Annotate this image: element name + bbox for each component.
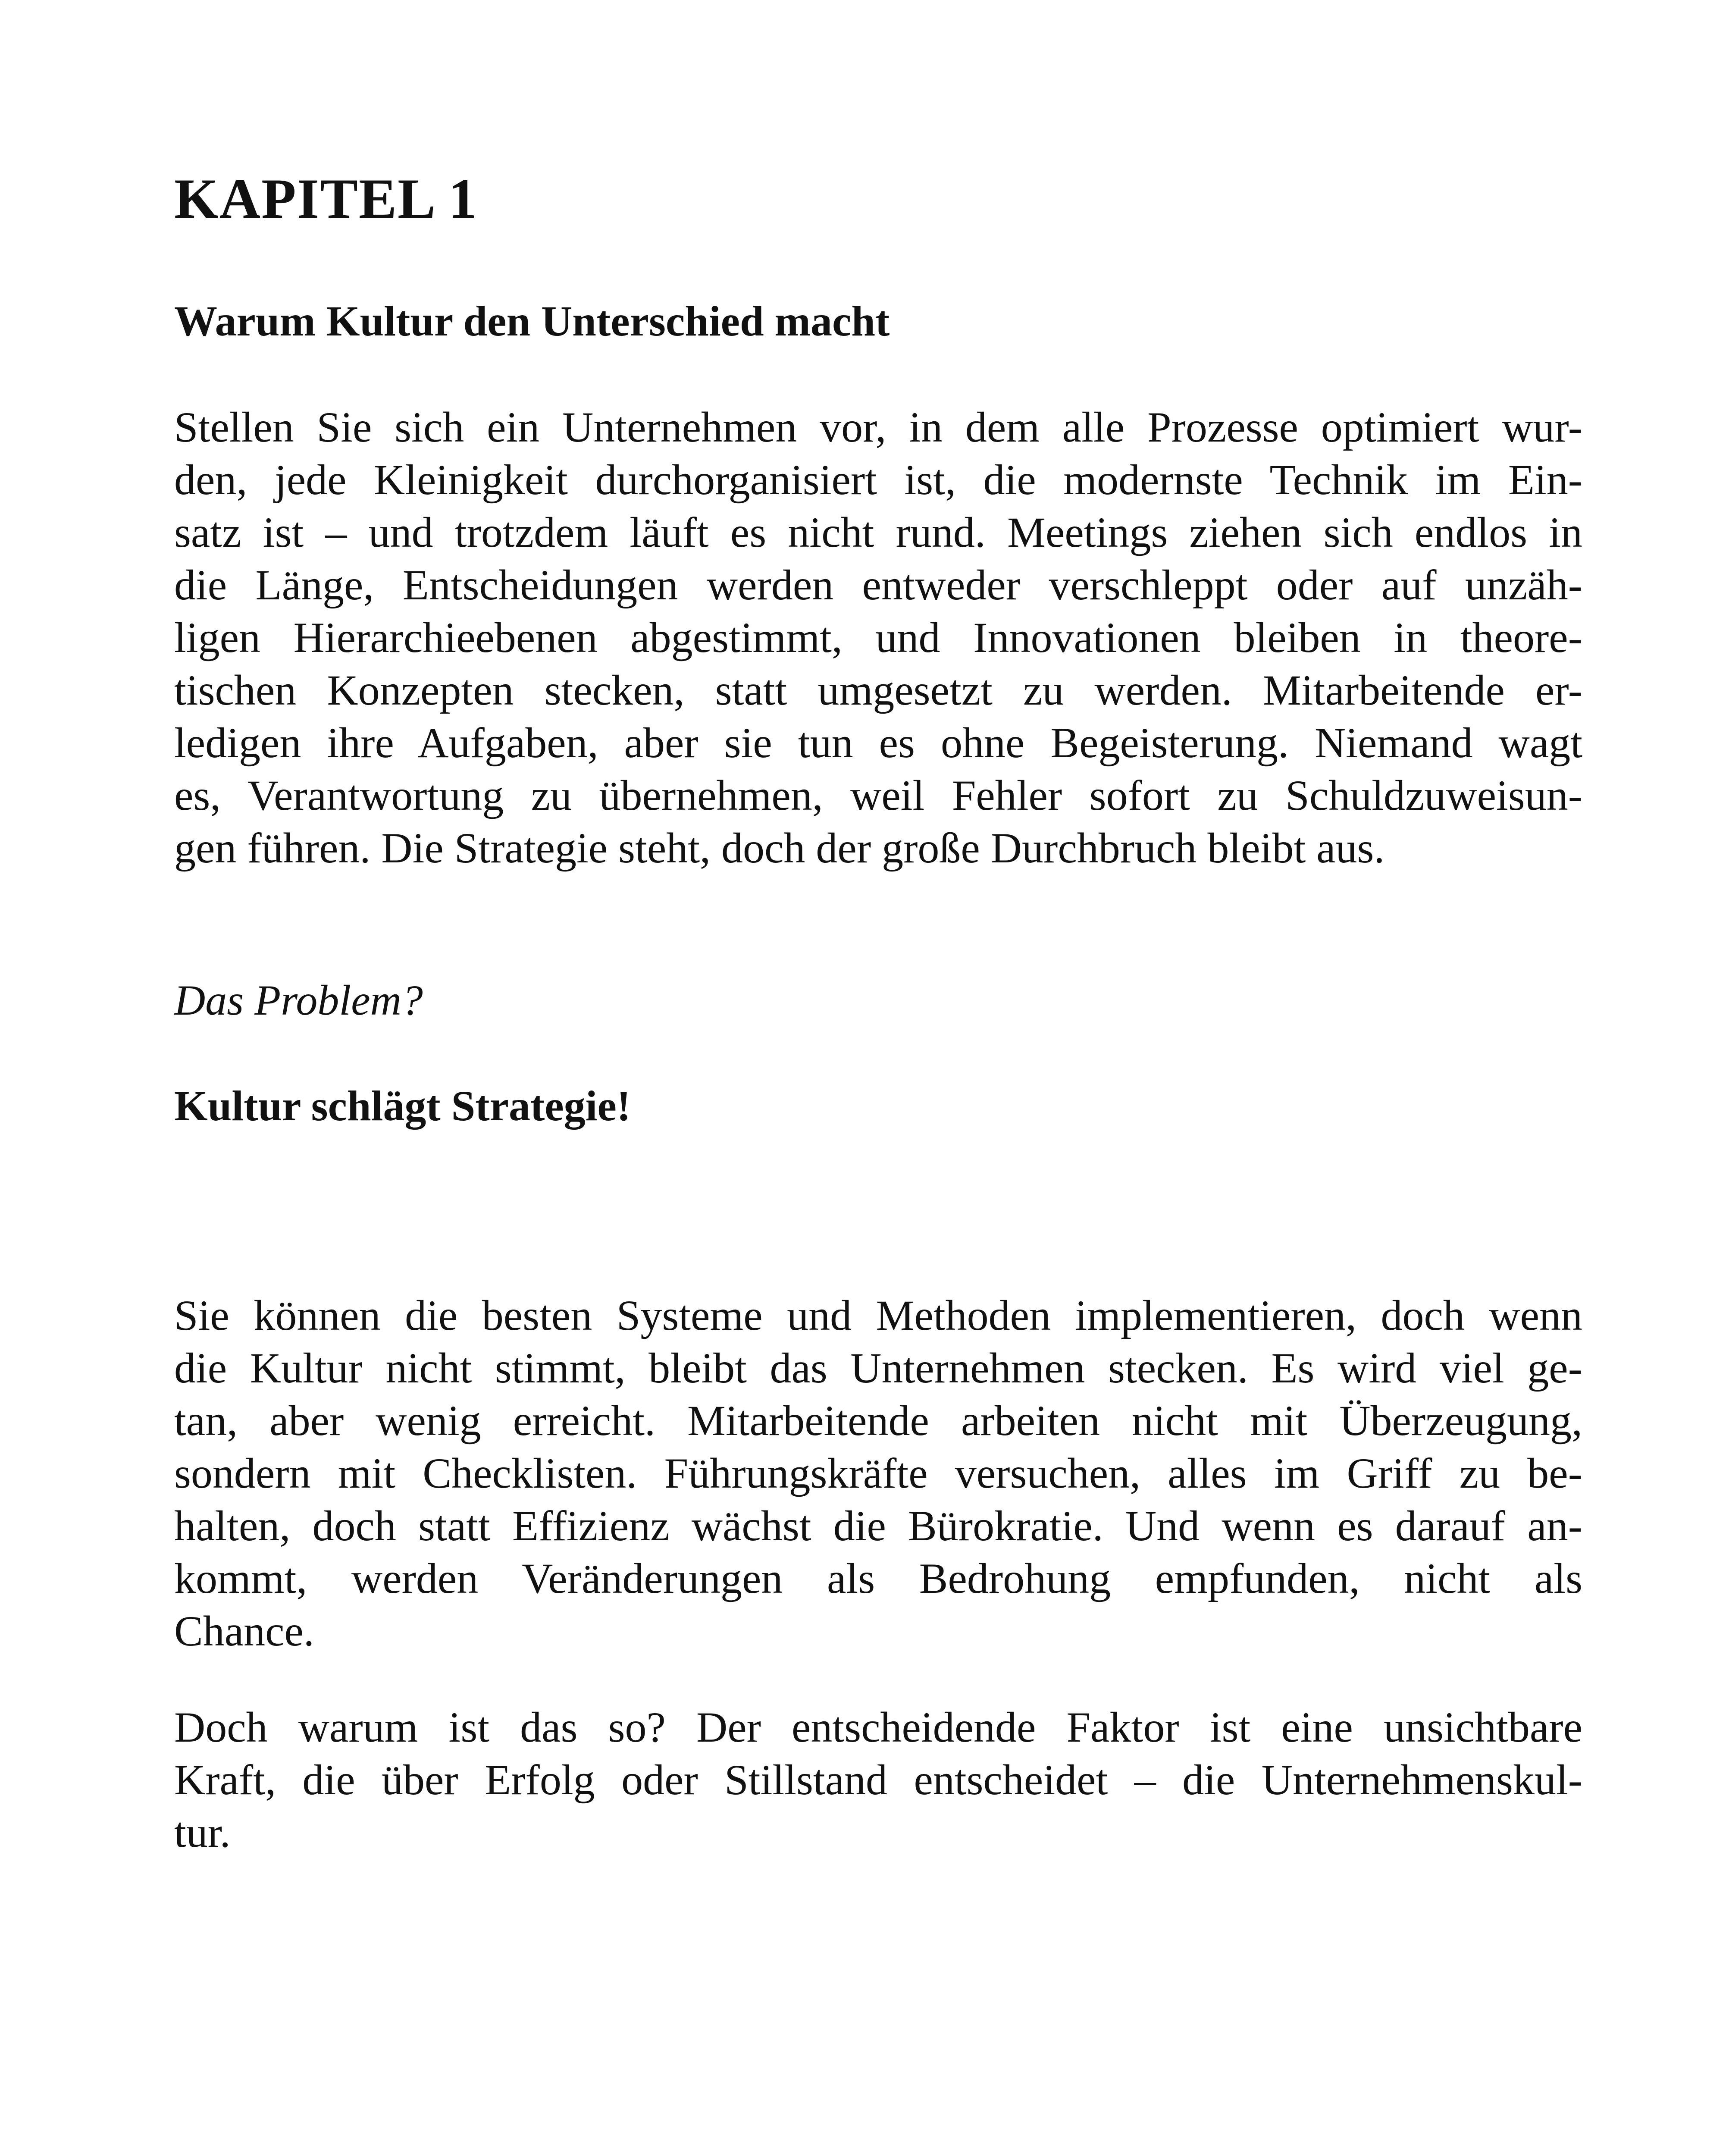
text-line: die Länge, Entscheidungen werden entweder verschleppt oder auf unzäh- — [174, 561, 1582, 609]
book-page — [174, 0, 1582, 2156]
paragraph-conclusion — [174, 1701, 1582, 1859]
text-line: tur. — [174, 1808, 231, 1856]
text-line: tan, aber wenig erreicht. Mitarbeitende arbeiten nicht mit Überzeugung, — [174, 1397, 1582, 1445]
text-line: die Kultur nicht stimmt, bleibt das Unternehmen stecken. Es wird viel ge- — [174, 1344, 1582, 1392]
text-line: es, Verantwortung zu übernehmen, weil Fehler sofort zu Schuldzuweisun- — [174, 771, 1582, 819]
paragraph-intro — [174, 401, 1582, 874]
text-line: Stellen Sie sich ein Unternehmen vor, in dem alle Prozesse optimiert wur- — [174, 403, 1582, 451]
text-line: sondern mit Checklisten. Führungskräfte versuchen, alles im Griff zu be- — [174, 1449, 1582, 1497]
chapter-title: KAPITEL 1 — [174, 167, 478, 230]
text-line: Kraft, die über Erfolg oder Stillstand entscheidet – die Unternehmenskul- — [174, 1756, 1582, 1804]
thesis-text: Kultur schlägt Strategie! — [174, 1082, 631, 1130]
text-line: Chance. — [174, 1607, 314, 1655]
text-line: Sie können die besten Systeme und Methoden implementieren, doch wenn — [174, 1291, 1582, 1339]
text-line: satz ist – und trotzdem läuft es nicht rund. Meetings ziehen sich endlos in — [174, 508, 1582, 556]
text-line: ligen Hierarchieebenen abgestimmt, und Innovationen bleiben in theore- — [174, 614, 1582, 661]
text-line: Doch warum ist das so? Der entscheidende Faktor ist eine unsichtbare — [174, 1703, 1582, 1751]
section-title: Warum Kultur den Unterschied macht — [174, 297, 890, 345]
text-line: kommt, werden Veränderungen als Bedrohung empfunden, nicht als — [174, 1554, 1582, 1602]
text-line: halten, doch statt Effizienz wächst die Bürokratie. Und wenn es darauf an- — [174, 1502, 1582, 1550]
question-text: Das Problem? — [174, 976, 423, 1024]
text-line: tischen Konzepten stecken, statt umgesetzt zu werden. Mitarbeitende er- — [174, 666, 1582, 714]
paragraph-systems — [174, 1289, 1582, 1658]
text-line: gen führen. Die Strategie steht, doch der große Durchbruch bleibt aus. — [174, 824, 1385, 872]
text-line: ledigen ihre Aufgaben, aber sie tun es ohne Begeisterung. Niemand wagt — [174, 719, 1582, 767]
text-line: den, jede Kleinigkeit durchorganisiert ist, die modernste Technik im Ein- — [174, 456, 1582, 504]
